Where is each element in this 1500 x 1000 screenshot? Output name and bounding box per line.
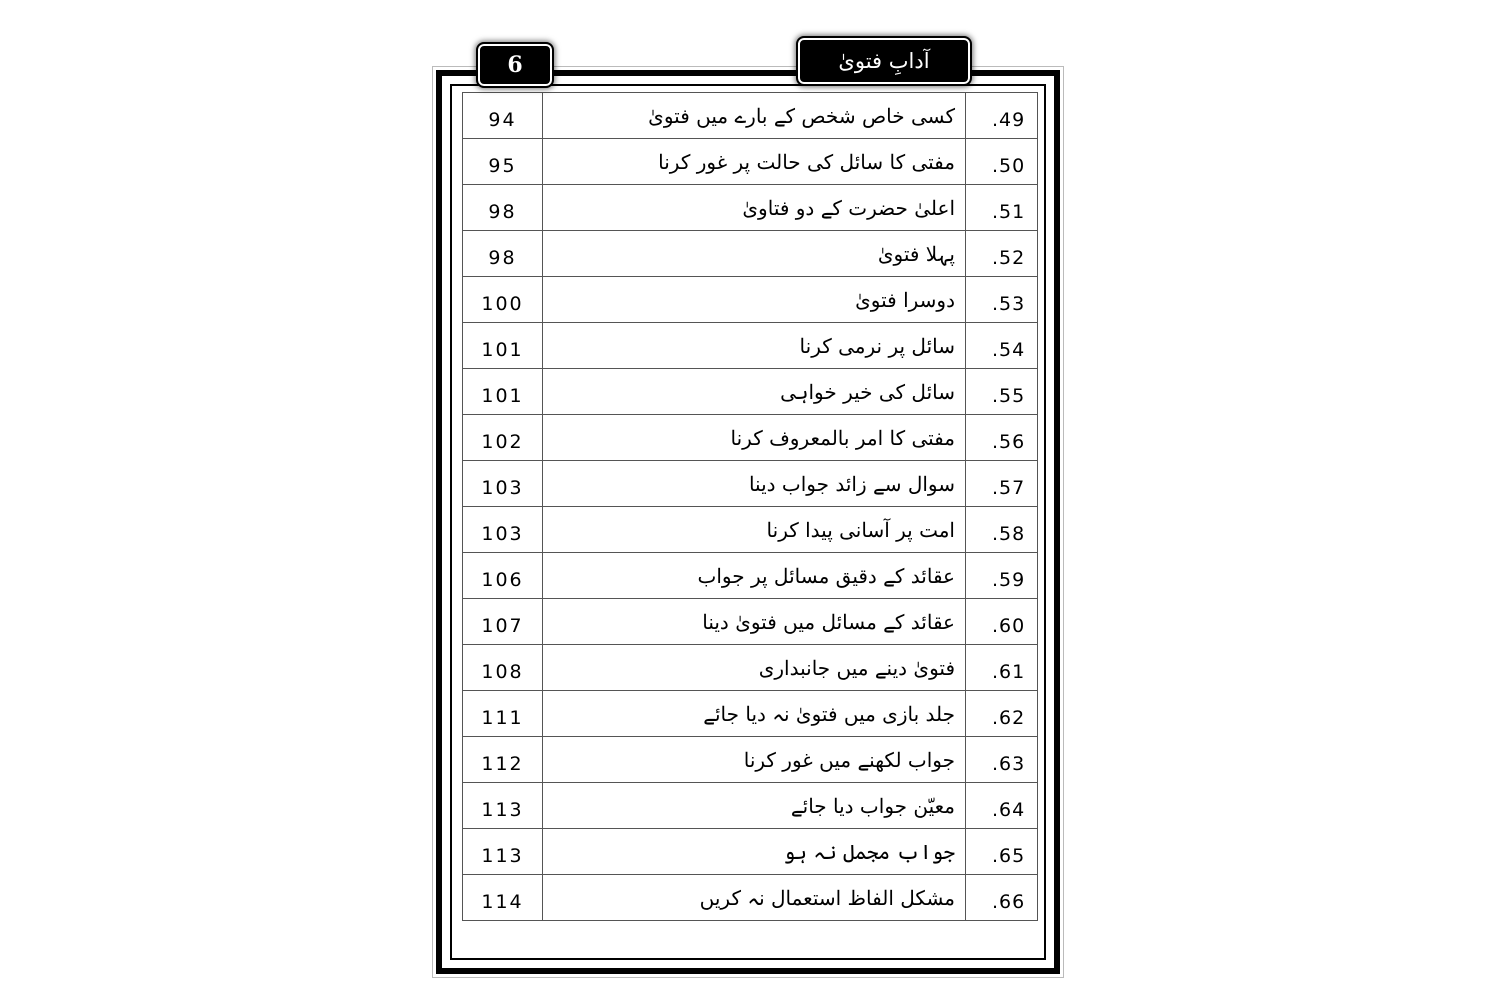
toc-entry-number: .55 [966,369,1038,415]
toc-page-number: 106 [463,553,543,599]
toc-entry-number: .50 [966,139,1038,185]
toc-page-number: 103 [463,507,543,553]
toc-entry-title: فتویٰ دینے میں جانبداری [543,645,966,691]
table-row [463,691,1038,737]
toc-entry-number: .52 [966,231,1038,277]
toc-entry-title: مشکل الفاظ استعمال نہ کریں [543,875,966,921]
toc-page-number: 108 [463,645,543,691]
toc-page-number: 101 [463,369,543,415]
table-row [463,231,1038,277]
toc-page-number: 94 [463,93,543,139]
table-row [463,277,1038,323]
toc-page-number: 111 [463,691,543,737]
toc-entry-number: .53 [966,277,1038,323]
toc-entry-number: .64 [966,783,1038,829]
table-row [463,645,1038,691]
table-row [463,737,1038,783]
table-row [463,93,1038,139]
toc-page-number: 113 [463,783,543,829]
table-of-contents [462,92,1038,921]
toc-entry-number: .51 [966,185,1038,231]
table-row [463,783,1038,829]
toc-entry-number: .56 [966,415,1038,461]
toc-entry-title: اعلیٰ حضرت کے دو فتاویٰ [543,185,966,231]
toc-entry-number: .61 [966,645,1038,691]
toc-entry-title: مفتی کا سائل کی حالت پر غور کرنا [543,139,966,185]
toc-page-number: 95 [463,139,543,185]
toc-page-number: 100 [463,277,543,323]
toc-page-number: 102 [463,415,543,461]
toc-entry-title: دوسرا فتویٰ [543,277,966,323]
table-row [463,323,1038,369]
toc-page-number: 113 [463,829,543,875]
book-title-badge: آدابِ فتویٰ [798,38,970,84]
toc-entry-title: پہلا فتویٰ [543,231,966,277]
toc-page-number: 103 [463,461,543,507]
toc-entry-title: جواب مجمل نہ ہو [543,829,966,875]
table-row [463,461,1038,507]
toc-entry-number: .66 [966,875,1038,921]
toc-entry-number: .59 [966,553,1038,599]
toc-page-number: 107 [463,599,543,645]
toc-entry-number: .65 [966,829,1038,875]
table-row [463,369,1038,415]
toc-entry-title: سائل کی خیر خواہی [543,369,966,415]
toc-entry-title: سوال سے زائد جواب دینا [543,461,966,507]
toc-page-number: 98 [463,185,543,231]
toc-entry-title: جواب لکھنے میں غور کرنا [543,737,966,783]
table-row [463,507,1038,553]
table-row [463,829,1038,875]
toc-entry-title: مفتی کا امر بالمعروف کرنا [543,415,966,461]
toc-entry-title: عقائد کے دقیق مسائل پر جواب [543,553,966,599]
toc-entry-title: معیّن جواب دیا جائے [543,783,966,829]
toc-page-number: 98 [463,231,543,277]
toc-entry-title: امت پر آسانی پیدا کرنا [543,507,966,553]
table-row [463,553,1038,599]
toc-entry-number: .58 [966,507,1038,553]
toc-entry-title: کسی خاص شخص کے بارے میں فتویٰ [543,93,966,139]
toc-entry-number: .62 [966,691,1038,737]
table-row [463,875,1038,921]
toc-entry-number: .60 [966,599,1038,645]
toc-entry-title: عقائد کے مسائل میں فتویٰ دینا [543,599,966,645]
toc-page-number: 101 [463,323,543,369]
toc-entry-title: جلد بازی میں فتویٰ نہ دیا جائے [543,691,966,737]
table-row [463,415,1038,461]
toc-entry-number: .54 [966,323,1038,369]
table-row [463,599,1038,645]
table-row [463,139,1038,185]
toc-entry-number: .49 [966,93,1038,139]
toc-page-number: 112 [463,737,543,783]
toc-entry-number: .63 [966,737,1038,783]
table-row [463,185,1038,231]
toc-entry-number: .57 [966,461,1038,507]
toc-entry-title: سائل پر نرمی کرنا [543,323,966,369]
page-number-badge: 6 [478,44,552,86]
toc-page-number: 114 [463,875,543,921]
